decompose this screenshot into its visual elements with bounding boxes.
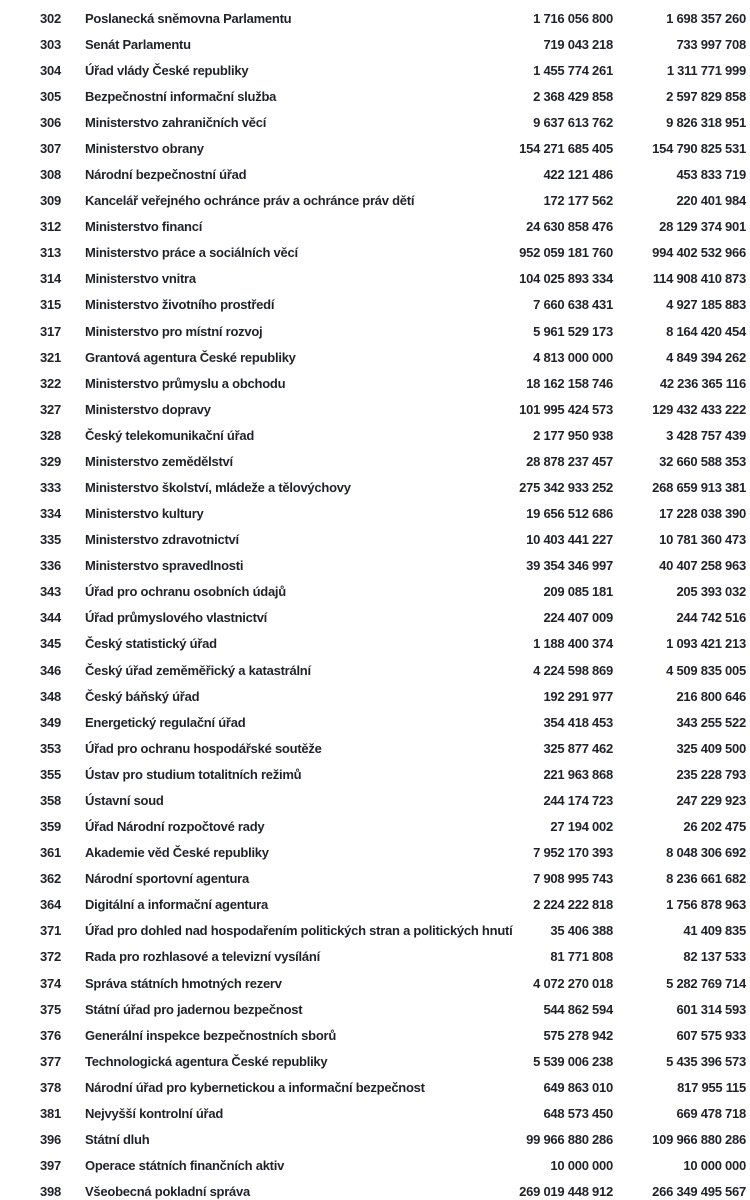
amount-approved: 24 630 858 476 <box>526 219 613 235</box>
chapter-name: Ministerstvo spravedlnosti <box>85 558 244 574</box>
amount-final: 1 756 878 963 <box>666 897 746 913</box>
table-row <box>0 83 750 109</box>
amount-final: 235 228 793 <box>676 766 746 782</box>
table-row <box>0 814 750 840</box>
table-row <box>0 527 750 553</box>
amount-final: 109 966 880 286 <box>652 1131 746 1147</box>
chapter-number: 361 <box>40 845 61 861</box>
amount-approved: 4 813 000 000 <box>533 349 613 365</box>
table-row <box>0 631 750 657</box>
table-row <box>0 292 750 318</box>
chapter-name: Digitální a informační agentura <box>85 897 268 913</box>
table-row <box>0 918 750 944</box>
table-row <box>0 344 750 370</box>
amount-final: 2 597 829 858 <box>666 88 746 104</box>
chapter-name: Český telekomunikační úřad <box>85 427 255 443</box>
amount-approved: 2 224 222 818 <box>533 897 613 913</box>
chapter-name: Ústavní soud <box>85 792 164 808</box>
amount-approved: 39 354 346 997 <box>526 558 613 574</box>
chapter-number: 376 <box>40 1027 61 1043</box>
table-row <box>0 422 750 448</box>
chapter-number: 327 <box>40 401 61 417</box>
table-row <box>0 1074 750 1100</box>
amount-approved: 1 716 056 800 <box>533 10 613 26</box>
amount-approved: 5 539 006 238 <box>533 1053 613 1069</box>
table-row <box>0 396 750 422</box>
chapter-name: Úřad průmyslového vlastnictví <box>85 610 268 626</box>
chapter-name: Akademie věd České republiky <box>85 845 269 861</box>
chapter-number: 329 <box>40 453 61 469</box>
table-row <box>0 501 750 527</box>
amount-final: 1 311 771 999 <box>666 62 746 78</box>
amount-approved: 154 271 685 405 <box>519 141 613 156</box>
chapter-number: 308 <box>40 167 61 183</box>
table-row <box>0 1153 750 1179</box>
chapter-name: Úřad pro ochranu osobních údajů <box>85 584 286 600</box>
chapter-name: Poslanecká sněmovna Parlamentu <box>85 10 292 26</box>
table-row <box>0 135 750 161</box>
amount-final: 154 790 825 531 <box>652 141 746 156</box>
amount-approved: 7 660 638 431 <box>533 297 613 313</box>
chapter-name: Ministerstvo vnitra <box>85 271 196 287</box>
amount-final: 129 432 433 222 <box>652 401 746 417</box>
amount-approved: 325 877 462 <box>543 740 613 756</box>
chapter-name: Český úřad zeměměřický a katastrální <box>85 662 311 678</box>
amount-final: 244 742 516 <box>676 610 746 626</box>
amount-final: 3 428 757 439 <box>666 427 746 443</box>
amount-final: 42 236 365 116 <box>659 375 746 391</box>
chapter-number: 312 <box>40 219 61 235</box>
table-row <box>0 1126 750 1152</box>
chapter-number: 362 <box>40 871 61 887</box>
chapter-name: Český statistický úřad <box>85 636 217 652</box>
amount-approved: 649 863 010 <box>543 1079 613 1095</box>
table-row <box>0 31 750 57</box>
amount-final: 41 409 835 <box>683 923 746 939</box>
amount-final: 10 000 000 <box>683 1158 746 1174</box>
amount-approved: 244 174 723 <box>543 792 613 808</box>
chapter-number: 378 <box>40 1079 61 1095</box>
chapter-name: Technologická agentura České republiky <box>85 1053 328 1069</box>
chapter-name: Ústav pro studium totalitních režimů <box>85 766 302 782</box>
chapter-name: Ministerstvo práce a sociálních věcí <box>85 245 298 261</box>
amount-approved: 575 278 942 <box>543 1027 613 1043</box>
amount-approved: 104 025 893 334 <box>519 271 613 287</box>
chapter-number: 345 <box>40 636 61 652</box>
amount-approved: 4 224 598 869 <box>533 662 613 678</box>
chapter-name: Národní sportovní agentura <box>85 871 249 887</box>
amount-approved: 4 072 270 018 <box>533 975 613 991</box>
amount-final: 266 349 495 567 <box>652 1184 746 1200</box>
table-row <box>0 1100 750 1126</box>
amount-approved: 1 188 400 374 <box>533 636 613 652</box>
chapter-number: 344 <box>40 610 61 626</box>
amount-final: 8 048 306 692 <box>666 845 746 861</box>
chapter-number: 334 <box>40 506 61 522</box>
table-row <box>0 761 750 787</box>
chapter-number: 397 <box>40 1158 61 1174</box>
amount-approved: 221 963 868 <box>543 766 613 782</box>
amount-final: 325 409 500 <box>676 740 746 756</box>
chapter-name: Ministerstvo obrany <box>85 141 204 156</box>
amount-final: 453 833 719 <box>676 167 746 183</box>
amount-final: 8 164 420 454 <box>666 323 746 339</box>
chapter-name: Všeobecná pokladní správa <box>85 1184 250 1200</box>
amount-final: 40 407 258 963 <box>659 558 746 574</box>
chapter-name: Ministerstvo dopravy <box>85 401 211 417</box>
amount-final: 4 849 394 262 <box>666 349 746 365</box>
table-row <box>0 892 750 918</box>
table-row <box>0 188 750 214</box>
amount-approved: 35 406 388 <box>550 923 613 939</box>
table-row <box>0 840 750 866</box>
chapter-number: 398 <box>40 1184 61 1200</box>
table-row <box>0 318 750 344</box>
amount-approved: 275 342 933 252 <box>519 480 613 496</box>
amount-final: 601 314 593 <box>676 1001 746 1017</box>
amount-final: 205 393 032 <box>676 584 746 600</box>
chapter-number: 343 <box>40 584 61 600</box>
amount-final: 82 137 533 <box>683 949 746 965</box>
table-row <box>0 214 750 240</box>
chapter-name: Úřad vlády České republiky <box>85 62 249 78</box>
chapter-number: 371 <box>40 923 61 939</box>
chapter-number: 317 <box>40 323 61 339</box>
chapter-number: 359 <box>40 819 61 835</box>
table-row <box>0 787 750 813</box>
chapter-number: 396 <box>40 1131 61 1147</box>
table-row <box>0 605 750 631</box>
amount-final: 669 478 718 <box>676 1105 746 1121</box>
amount-final: 817 955 115 <box>677 1079 746 1095</box>
chapter-number: 313 <box>40 245 61 261</box>
amount-approved: 269 019 448 912 <box>519 1184 613 1200</box>
chapter-number: 381 <box>40 1105 61 1121</box>
amount-approved: 10 403 441 227 <box>526 532 613 548</box>
table-row <box>0 683 750 709</box>
chapter-name: Kancelář veřejného ochránce práv a ochránce práv dětí <box>85 193 415 209</box>
chapter-number: 348 <box>40 688 61 704</box>
chapter-name: Ministerstvo zdravotnictví <box>85 532 239 548</box>
chapter-number: 321 <box>40 349 61 365</box>
amount-final: 1 093 421 213 <box>666 636 746 652</box>
chapter-number: 358 <box>40 792 61 808</box>
amount-approved: 2 368 429 858 <box>533 88 613 104</box>
amount-approved: 1 455 774 261 <box>533 62 613 78</box>
chapter-name: Grantová agentura České republiky <box>85 349 296 365</box>
amount-final: 607 575 933 <box>676 1027 746 1043</box>
amount-approved: 952 059 181 760 <box>519 245 613 261</box>
amount-final: 994 402 532 966 <box>652 245 746 261</box>
chapter-name: Úřad pro ochranu hospodářské soutěže <box>85 740 322 756</box>
amount-approved: 101 995 424 573 <box>519 401 613 417</box>
chapter-name: Nejvyšší kontrolní úřad <box>85 1105 224 1121</box>
chapter-number: 322 <box>40 375 61 391</box>
chapter-name: Národní úřad pro kybernetickou a informační bezpečnost <box>85 1079 425 1095</box>
chapter-name: Bezpečnostní informační služba <box>85 88 277 104</box>
chapter-name: Ministerstvo průmyslu a obchodu <box>85 375 286 391</box>
chapter-name: Správa státních hmotných rezerv <box>85 975 282 991</box>
chapter-number: 302 <box>40 10 61 26</box>
chapter-number: 315 <box>40 297 61 313</box>
chapter-number: 304 <box>40 62 61 78</box>
chapter-name: Národní bezpečnostní úřad <box>85 167 247 183</box>
amount-final: 343 255 522 <box>676 714 746 730</box>
amount-final: 10 781 360 473 <box>659 532 746 548</box>
chapter-name: Úřad Národní rozpočtové rady <box>85 819 265 835</box>
table-row <box>0 735 750 761</box>
amount-approved: 10 000 000 <box>550 1158 613 1174</box>
amount-final: 26 202 475 <box>683 819 746 835</box>
chapter-number: 309 <box>40 193 61 209</box>
chapter-name: Úřad pro dohled nad hospodařením politických stran a politických hnutí <box>85 923 513 939</box>
amount-final: 4 509 835 005 <box>666 662 746 678</box>
chapter-name: Ministerstvo zemědělství <box>85 453 233 469</box>
table-row <box>0 5 750 31</box>
chapter-number: 305 <box>40 88 61 104</box>
table-row <box>0 1048 750 1074</box>
chapter-number: 377 <box>40 1053 61 1069</box>
amount-approved: 224 407 009 <box>543 610 613 626</box>
amount-approved: 19 656 512 686 <box>526 506 613 522</box>
amount-approved: 9 637 613 762 <box>533 114 613 130</box>
chapter-name: Rada pro rozhlasové a televizní vysílání <box>85 949 320 965</box>
table-row <box>0 57 750 83</box>
table-row <box>0 162 750 188</box>
amount-final: 247 229 923 <box>676 792 746 808</box>
amount-approved: 18 162 158 746 <box>526 375 613 391</box>
chapter-name: Operace státních finančních aktiv <box>85 1158 285 1174</box>
chapter-number: 307 <box>40 141 61 156</box>
chapter-number: 374 <box>40 975 61 991</box>
amount-final: 9 826 318 951 <box>666 114 746 130</box>
table-row <box>0 709 750 735</box>
amount-final: 32 660 588 353 <box>659 453 746 469</box>
chapter-number: 346 <box>40 662 61 678</box>
amount-approved: 2 177 950 938 <box>533 427 613 443</box>
table-row <box>0 970 750 996</box>
chapter-number: 328 <box>40 427 61 443</box>
chapter-name: Senát Parlamentu <box>85 36 191 52</box>
chapter-number: 333 <box>40 480 61 496</box>
table-row <box>0 996 750 1022</box>
amount-final: 17 228 038 390 <box>659 506 746 522</box>
table-row <box>0 266 750 292</box>
table-row <box>0 1022 750 1048</box>
table-row <box>0 370 750 396</box>
amount-final: 216 800 646 <box>676 688 746 704</box>
chapter-name: Český báňský úřad <box>85 688 200 704</box>
chapter-name: Státní úřad pro jadernou bezpečnost <box>85 1001 303 1017</box>
chapter-name: Energetický regulační úřad <box>85 714 246 730</box>
amount-approved: 99 966 880 286 <box>526 1131 613 1147</box>
table-row <box>0 109 750 135</box>
table-row <box>0 553 750 579</box>
amount-final: 220 401 984 <box>676 193 746 209</box>
table-row <box>0 579 750 605</box>
chapter-number: 303 <box>40 36 61 52</box>
chapter-name: Státní dluh <box>85 1131 150 1147</box>
chapter-number: 375 <box>40 1001 61 1017</box>
amount-approved: 719 043 218 <box>543 36 613 52</box>
amount-approved: 354 418 453 <box>543 714 613 730</box>
amount-approved: 544 862 594 <box>543 1001 613 1017</box>
chapter-number: 355 <box>40 766 61 782</box>
amount-approved: 7 908 995 743 <box>533 871 613 887</box>
amount-final: 114 908 410 873 <box>652 271 746 287</box>
amount-final: 268 659 913 381 <box>652 480 746 496</box>
chapter-number: 335 <box>40 532 61 548</box>
amount-approved: 209 085 181 <box>543 584 613 600</box>
table-row <box>0 657 750 683</box>
table-row <box>0 240 750 266</box>
chapter-name: Ministerstvo financí <box>85 219 203 235</box>
amount-final: 5 282 769 714 <box>666 975 746 991</box>
table-row <box>0 866 750 892</box>
amount-approved: 28 878 237 457 <box>526 453 613 469</box>
chapter-number: 364 <box>40 897 61 913</box>
chapter-name: Ministerstvo pro místní rozvoj <box>85 323 263 339</box>
chapter-name: Ministerstvo životního prostředí <box>85 297 275 313</box>
chapter-name: Ministerstvo kultury <box>85 506 204 522</box>
amount-approved: 7 952 170 393 <box>533 845 613 861</box>
amount-approved: 81 771 808 <box>550 949 613 965</box>
amount-final: 5 435 396 573 <box>666 1053 746 1069</box>
amount-final: 8 236 661 682 <box>666 871 746 887</box>
chapter-number: 306 <box>40 114 61 130</box>
chapter-number: 353 <box>40 740 61 756</box>
amount-approved: 648 573 450 <box>543 1105 613 1121</box>
amount-approved: 192 291 977 <box>543 688 613 704</box>
chapter-number: 372 <box>40 949 61 965</box>
amount-final: 28 129 374 901 <box>659 219 746 235</box>
chapter-number: 314 <box>40 271 61 287</box>
amount-final: 4 927 185 883 <box>666 297 746 313</box>
amount-approved: 27 194 002 <box>550 819 613 835</box>
amount-approved: 422 121 486 <box>543 167 613 183</box>
table-row <box>0 1179 750 1200</box>
table-row <box>0 474 750 500</box>
amount-approved: 5 961 529 173 <box>533 323 613 339</box>
amount-approved: 172 177 562 <box>543 193 613 209</box>
table-row <box>0 448 750 474</box>
chapter-number: 336 <box>40 558 61 574</box>
chapter-name: Ministerstvo školství, mládeže a tělovýchovy <box>85 480 351 496</box>
table-row <box>0 944 750 970</box>
chapter-name: Ministerstvo zahraničních věcí <box>85 114 267 130</box>
amount-final: 1 698 357 260 <box>666 10 746 26</box>
amount-final: 733 997 708 <box>676 36 746 52</box>
chapter-number: 349 <box>40 714 61 730</box>
chapter-name: Generální inspekce bezpečnostních sborů <box>85 1027 337 1043</box>
